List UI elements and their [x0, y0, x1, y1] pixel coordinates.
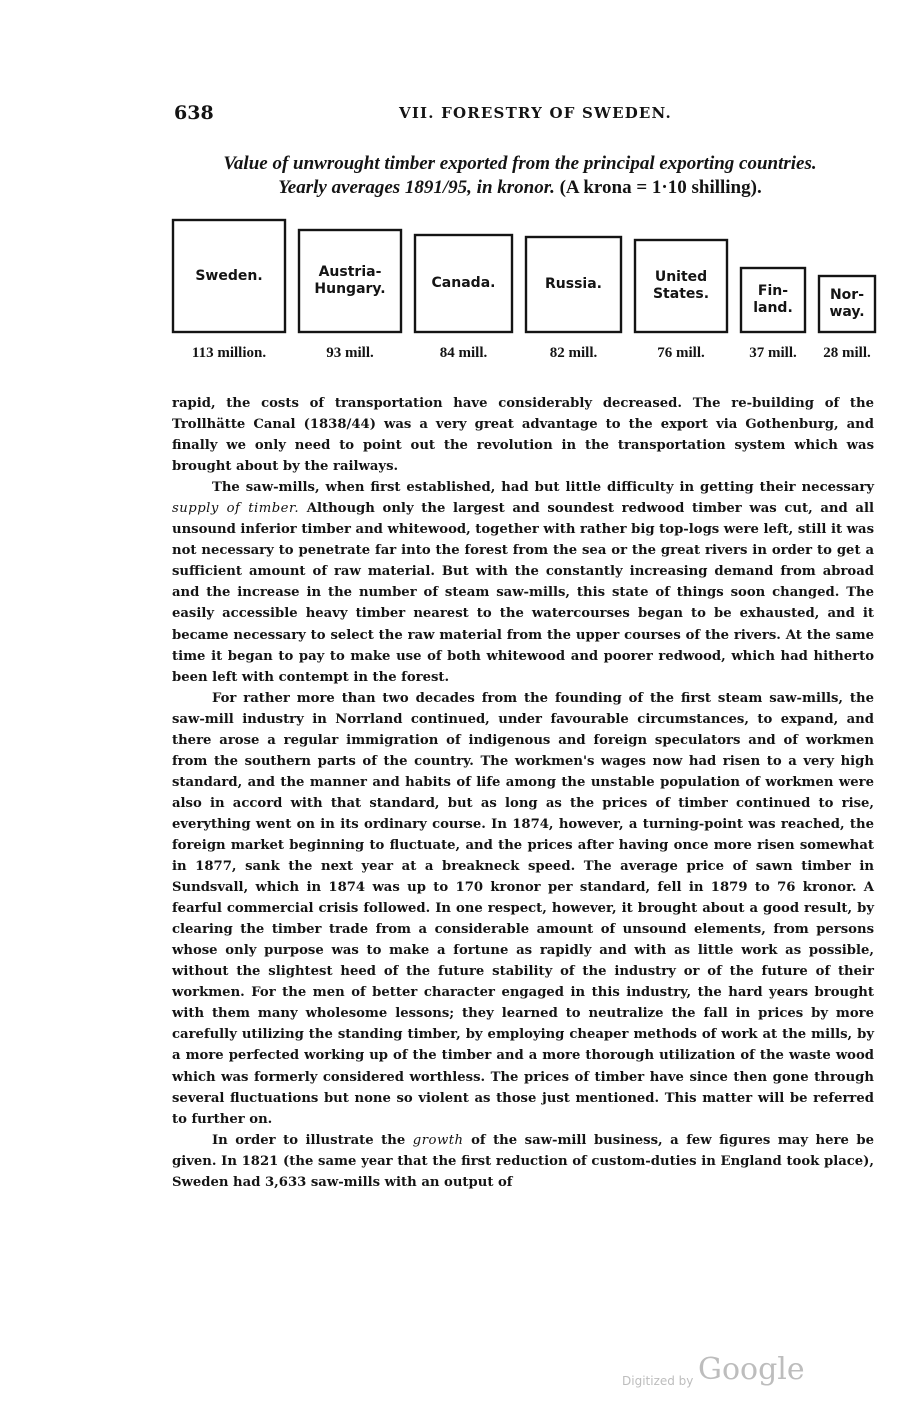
- category-label-3-line-0: Russia.: [545, 276, 602, 292]
- category-label-1: [299, 264, 401, 298]
- page-header: [174, 102, 874, 126]
- category-label-0: [173, 268, 285, 285]
- value-label-6: 28 mill.: [823, 345, 871, 361]
- paragraph-2-part-a: The saw-mills, when first established, had but little difficulty in getting their necessary: [212, 480, 874, 496]
- caption-line-1: Value of unwrought timber exported from the principal exporting countries.: [223, 153, 817, 174]
- chart-caption: [160, 152, 880, 200]
- paragraph-2-part-b: Although only the largest and soundest redwood timber was cut, and all unsound inferior timber and whitewood, together with rather big top-logs were left, still it was not necessary to penetrate far into the forest from the sea or the great rivers in order to get a sufficient amount of raw material. But with the constantly increasing demand from abroad and the increase in the number of steam saw-mills, this state of things soon changed. The easily accessible heavy timber nearest to the watercourses began to be exhausted, and it became necessary to select the raw material from the upper courses of the rivers. At the same time it began to pay to make use of both whitewood and poorer redwood, which had hitherto been left with contempt in the forest.: [172, 501, 874, 685]
- category-label-5-line-1: land.: [753, 300, 793, 316]
- caption-line-2-italic: Yearly averages 1891/95, in kronor.: [278, 177, 555, 198]
- category-label-3: [526, 276, 621, 293]
- category-label-4: [635, 269, 727, 303]
- paragraph-3: For rather more than two decades from the founding of the first steam saw-mills, the saw-mill industry in Norrland continued, under favourable circumstances, to expand, and there arose a regular immigration of indigenous and foreign speculators and of workmen from the southern parts of the country. The workmen's wages now had risen to a very high standard, and the manner and habits of life among the unstable population of workmen were also in accord with that standard, but as long as the prices of timber continued to rise, everything went on in its ordinary course. In 1874, however, a turning-point was reached, the foreign market beginning to fluctuate, and the prices after having once more risen somewhat in 1877, sank the next year at a breakneck speed. The average price of sawn timber in Sundsvall, which in 1874 was up to 170 kronor per standard, fell in 1879 to 76 kronor. A fearful commercial crisis followed. In one respect, however, it brought about a good result, by clearing the timber trade from a considerable amount of unsound elements, from persons whose only purpose was to make a fortune as rapidly and with as little work as possible, without the slightest heed of the future stability of the industry or of the future of their workmen. For the men of better character engaged in this industry, the hard years brought with them many wholesome lessons; they learned to neutralize the fall in prices by more carefully utilizing the standing timber, by employing cheaper methods of work at the mills, by a more perfected working up of the timber and a more thorough utilization of the waste wood which was formerly considered worthless. The prices of timber have since then gone through several fluctuations but none so violent as those just mentioned. This matter will be referred to further on.: [172, 690, 874, 1127]
- google-logo-text: Google: [698, 1352, 805, 1387]
- paragraph-4: [172, 1130, 874, 1193]
- category-label-6: [819, 287, 875, 321]
- caption-line-2-rest: (A krona = 1·10 shilling).: [554, 177, 762, 198]
- paragraph-1: rapid, the costs of transportation have considerably decreased. The re-building of the Trollhätte Canal (1838/44) was a very great advantage to the export via Gothenburg, and finally we only need to point out the revolution in the transportation system which was brought about by the railways.: [172, 396, 874, 475]
- page-number: 638: [174, 102, 214, 124]
- category-label-2-line-0: Canada.: [431, 275, 496, 291]
- digitized-by-text: Digitized by: [622, 1374, 694, 1388]
- paragraph-2-emphasis: supply of timber.: [172, 501, 300, 517]
- value-label-4: 76 mill.: [657, 345, 705, 361]
- value-label-3: 82 mill.: [549, 345, 598, 361]
- value-label-0: 113 million.: [191, 345, 267, 361]
- running-head: VII. FORESTRY OF SWEDEN.: [399, 104, 672, 122]
- category-label-6-line-0: Nor-: [829, 287, 865, 303]
- category-label-5: [741, 283, 805, 317]
- value-label-1: 93 mill.: [326, 345, 374, 361]
- category-label-1-line-0: Austria-: [318, 264, 382, 280]
- category-label-6-line-1: way.: [829, 304, 865, 320]
- category-label-2: [415, 275, 512, 292]
- category-label-4-line-1: States.: [652, 286, 710, 302]
- body-text: [172, 393, 874, 1193]
- category-label-0-line-0: Sweden.: [195, 267, 263, 284]
- category-label-4-line-0: United: [654, 269, 708, 285]
- paragraph-4-emphasis: growth: [412, 1132, 464, 1148]
- paragraph-4-part-a: In order to illustrate the: [212, 1132, 413, 1148]
- category-label-5-line-0: Fin-: [757, 283, 789, 299]
- category-label-1-line-1: Hungary.: [314, 281, 386, 297]
- caption-line-2: [160, 176, 880, 200]
- paragraph-2: [172, 477, 874, 687]
- paragraph-4-part-b: of the saw-mill business, a few figures may here be given. In 1821 (the same year that the first reduction of custom-duties in England took place), Sweden had 3,633 saw-mills with an output of: [172, 1132, 874, 1190]
- value-label-2: 84 mill.: [439, 345, 488, 361]
- value-label-5: 37 mill.: [749, 345, 797, 361]
- export-value-chart: [160, 215, 880, 365]
